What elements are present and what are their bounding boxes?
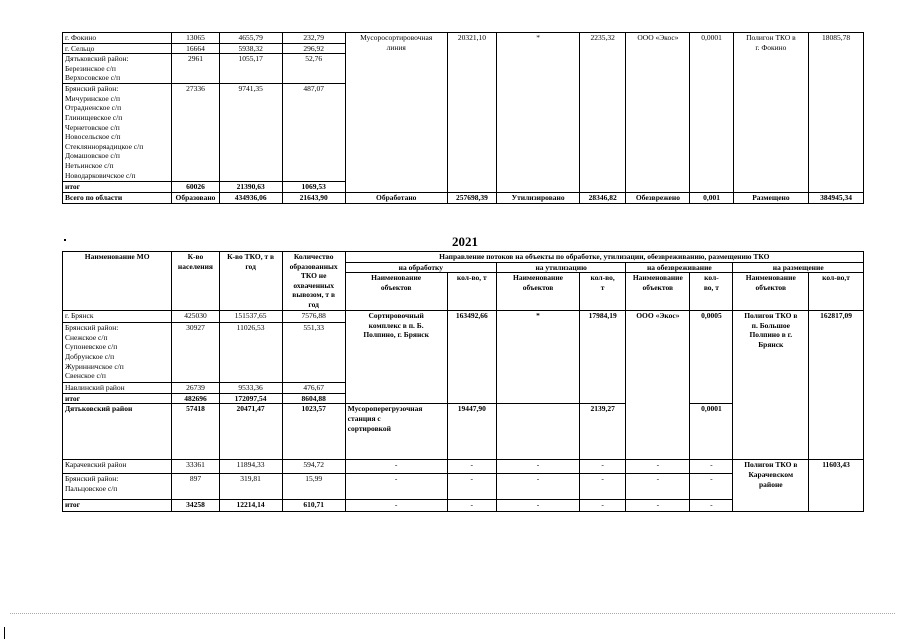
neutralization-qty: - <box>690 460 733 474</box>
top-table <box>62 32 864 204</box>
neutralization-qty: - <box>690 474 733 500</box>
mo-name: итог <box>63 182 172 193</box>
total-utilized-label: Утилизировано <box>497 192 580 203</box>
tko-amount: 11894,33 <box>219 460 282 474</box>
processing-object: - <box>345 500 447 512</box>
mo-name: г. Брянск <box>63 311 172 323</box>
header-object-name: Наименование объектов <box>626 273 690 311</box>
processing-qty: 163492,66 <box>447 311 496 404</box>
table-row <box>63 460 864 474</box>
uncovered-amount: 551,33 <box>282 323 345 383</box>
placement-qty: 162817,09 <box>809 311 864 460</box>
neutralization-object: - <box>626 474 690 500</box>
uncovered-amount: 296,92 <box>282 43 345 54</box>
mo-name: г. Фокино <box>63 33 172 44</box>
utilization-object: * <box>497 311 580 404</box>
utilization-qty: - <box>580 460 626 474</box>
uncovered-amount: 610,71 <box>282 500 345 512</box>
tko-amount: 9533,36 <box>219 383 282 394</box>
bottom-table <box>62 251 864 512</box>
header-tko: К-во ТКО, т в год <box>219 252 282 311</box>
header-population: К-во населения <box>172 252 219 311</box>
neutralization-object: - <box>626 500 690 512</box>
placement-qty: 11603,43 <box>809 460 864 512</box>
processing-qty: - <box>447 460 496 474</box>
population: 2961 <box>172 54 219 84</box>
population: 16664 <box>172 43 219 54</box>
header-object-name: Наименование объектов <box>497 273 580 311</box>
neutralization-qty: 0,0005 <box>690 311 733 404</box>
neutralization-object: - <box>626 460 690 474</box>
processing-object: Сортировочный комплекс в п. Б. Полпино, г. Брянск <box>345 311 447 404</box>
tko-amount: 4655,79 <box>219 33 282 44</box>
processing-object: Мусороперегрузочная станция с сортировкой <box>345 404 447 460</box>
utilization-object <box>497 404 580 460</box>
processing-qty: - <box>447 500 496 512</box>
processing-qty: 19447,90 <box>447 404 496 460</box>
population: 13065 <box>172 33 219 44</box>
tko-amount: 20471,47 <box>219 404 282 460</box>
utilization-object: - <box>497 500 580 512</box>
utilization-object: - <box>497 474 580 500</box>
header-qty: кол-во, т <box>580 273 626 311</box>
total-neutralized-value: 0,001 <box>690 192 733 203</box>
speck <box>64 239 66 241</box>
uncovered-amount: 1069,53 <box>282 182 345 193</box>
utilization-qty: - <box>580 474 626 500</box>
total-formed-label: Образовано <box>172 192 219 203</box>
tko-amount: 11026,53 <box>219 323 282 383</box>
tko-amount: 151537,65 <box>219 311 282 323</box>
header-qty: кол-во,т <box>809 273 864 311</box>
population: 425030 <box>172 311 219 323</box>
mo-name: Брянский район: Мичуринское с/п Отрадненское с/п Глинищевское с/п Чернетовское с/п Новосельское с/п Стеклянноряадицкое с/п Домашовское с/п Нетьинское с/п Новодарковичское с/п <box>63 84 172 182</box>
uncovered-amount: 15,99 <box>282 474 345 500</box>
header-utilization: на утилизацию <box>497 262 626 273</box>
uncovered-amount: 594,72 <box>282 460 345 474</box>
tko-amount: 12214,14 <box>219 500 282 512</box>
header-mo: Наименование МО <box>63 252 172 311</box>
total-neutralized-label: Обезврежено <box>626 192 690 203</box>
page-edge-mark <box>4 627 5 639</box>
placement-object: Полигон ТКО в п. Большое Полпино в г. Брянск <box>733 311 809 460</box>
mo-name: итог <box>63 393 172 404</box>
placement-qty: 18085,78 <box>809 33 864 193</box>
header-qty: кол- во, т <box>690 273 733 311</box>
tko-amount: 1055,17 <box>219 54 282 84</box>
table-row <box>63 33 864 44</box>
uncovered-amount: 8604,88 <box>282 393 345 404</box>
mo-name: г. Сельцо <box>63 43 172 54</box>
utilization-object: * <box>497 33 580 193</box>
uncovered-amount: 476,67 <box>282 383 345 394</box>
header-object-name: Наименование объектов <box>733 273 809 311</box>
mo-name: Брянский район: Снежское с/п Супоневское с/п Добрунское с/п Журинничское с/п Свенское с/п <box>63 323 172 383</box>
total-processed-label: Обработано <box>345 192 447 203</box>
header-processing: на обработку <box>345 262 496 273</box>
placement-object: Полигон ТКО в Карачевском районе <box>733 460 809 512</box>
total-placed-value: 384945,34 <box>809 192 864 203</box>
scan-artifact-line <box>10 613 895 614</box>
utilization-object: - <box>497 460 580 474</box>
mo-name: Дятьковский район: Березинское с/п Верхосовское с/п <box>63 54 172 84</box>
population: 33361 <box>172 460 219 474</box>
year-heading: 2021 <box>452 234 478 249</box>
processing-qty: - <box>447 474 496 500</box>
population: 30927 <box>172 323 219 383</box>
mo-name: Карачевский район <box>63 460 172 474</box>
header-direction: Направление потоков на объекты по обработке, утилизации, обезвреживанию, размещению ТКО <box>345 252 863 263</box>
total-row <box>63 192 864 203</box>
population: 482696 <box>172 393 219 404</box>
header-object-name: Наименование объектов <box>345 273 447 311</box>
tko-amount: 21390,63 <box>219 182 282 193</box>
mo-name: итог <box>63 500 172 512</box>
population: 897 <box>172 474 219 500</box>
total-label: Всего по области <box>63 192 172 203</box>
utilization-qty: - <box>580 500 626 512</box>
tko-amount: 9741,35 <box>219 84 282 182</box>
population: 34258 <box>172 500 219 512</box>
mo-name: Навлинский район <box>63 383 172 394</box>
header-placement: на размещение <box>733 262 864 273</box>
processing-object: - <box>345 474 447 500</box>
total-processed-value: 257698,39 <box>447 192 496 203</box>
total-placed-label: Размещено <box>733 192 809 203</box>
mo-name: Дятьковский район <box>63 404 172 460</box>
uncovered-amount: 7576,88 <box>282 311 345 323</box>
processing-object: Мусоросортировочная линия <box>345 33 447 193</box>
neutralization-object: ООО «Экос» <box>626 311 690 460</box>
population: 57418 <box>172 404 219 460</box>
total-formed-value: 434936,06 <box>219 192 282 203</box>
tko-amount: 319,81 <box>219 474 282 500</box>
header-neutralization: на обезвреживание <box>626 262 733 273</box>
tko-amount: 172097,54 <box>219 393 282 404</box>
header-uncovered: Количество образованных ТКО не охваченных вывозом, т в год <box>282 252 345 311</box>
neutralization-qty: - <box>690 500 733 512</box>
population: 27336 <box>172 84 219 182</box>
header-qty: кол-во, т <box>447 273 496 311</box>
table-row <box>63 311 864 323</box>
utilization-qty: 2139,27 <box>580 404 626 460</box>
neutralization-qty: 0,0001 <box>690 404 733 460</box>
header-row <box>63 252 864 263</box>
uncovered-amount: 1023,57 <box>282 404 345 460</box>
population: 26739 <box>172 383 219 394</box>
neutralization-qty: 0,0001 <box>690 33 733 193</box>
total-uncovered-value: 21643,90 <box>282 192 345 203</box>
utilization-qty: 2235,32 <box>580 33 626 193</box>
uncovered-amount: 232,79 <box>282 33 345 44</box>
tko-amount: 5938,32 <box>219 43 282 54</box>
mo-name: Брянский район: Пальцовское с/п <box>63 474 172 500</box>
neutralization-object: ООО «Экос» <box>626 33 690 193</box>
placement-object: Полигон ТКО в г. Фокино <box>733 33 809 193</box>
total-utilized-value: 28346,82 <box>580 192 626 203</box>
processing-qty: 20321,10 <box>447 33 496 193</box>
uncovered-amount: 52,76 <box>282 54 345 84</box>
population: 60026 <box>172 182 219 193</box>
processing-object: - <box>345 460 447 474</box>
uncovered-amount: 487,07 <box>282 84 345 182</box>
utilization-qty: 17984,19 <box>580 311 626 404</box>
